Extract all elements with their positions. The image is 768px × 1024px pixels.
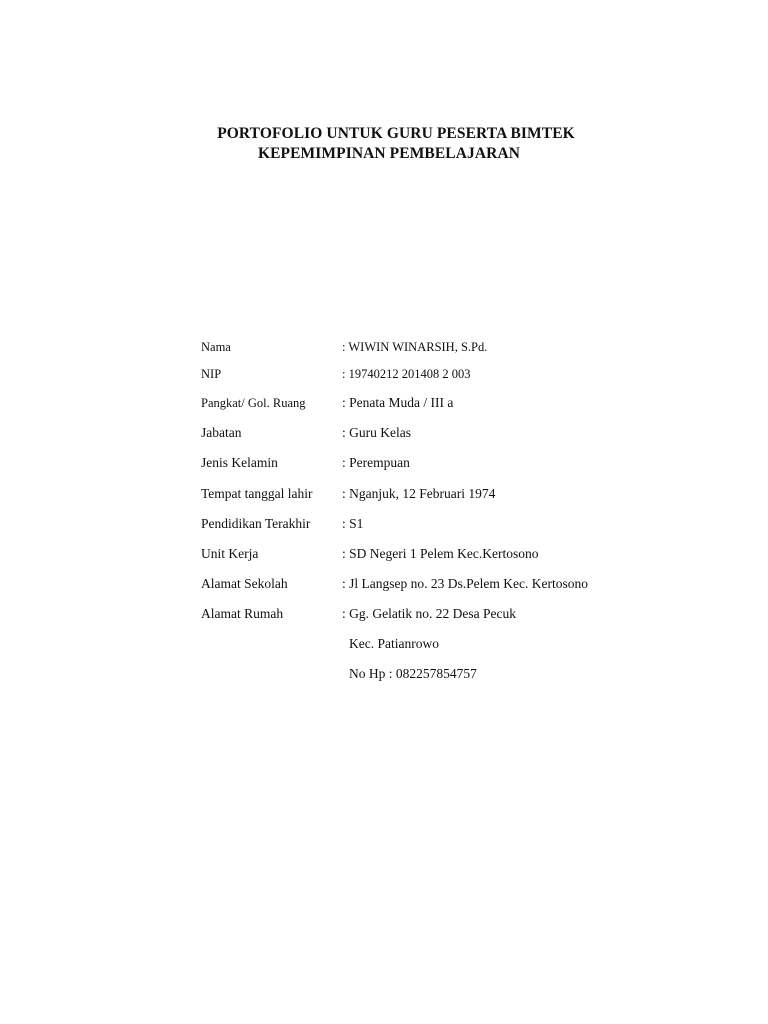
field-row-pangkat bbox=[201, 393, 741, 413]
field-value: : S1 bbox=[342, 516, 364, 531]
field-value: : SD Negeri 1 Pelem Kec.Kertosono bbox=[342, 546, 539, 561]
field-label: Tempat tanggal lahir bbox=[201, 486, 313, 501]
field-value: : Jl Langsep no. 23 Ds.Pelem Kec. Kertosono bbox=[342, 576, 588, 591]
field-value: : WIWIN WINARSIH, S.Pd. bbox=[342, 340, 488, 354]
title-line-2: KEPEMIMPINAN PEMBELAJARAN bbox=[257, 145, 521, 162]
field-row-pendidikan bbox=[201, 514, 741, 534]
field-value: : Guru Kelas bbox=[342, 425, 411, 440]
field-row-alamat-rumah bbox=[201, 604, 741, 624]
field-label: Pendidikan Terakhir bbox=[201, 516, 311, 531]
field-row-nama bbox=[201, 337, 741, 357]
field-label: NIP bbox=[201, 367, 222, 381]
field-value: : Gg. Gelatik no. 22 Desa Pecuk bbox=[342, 606, 516, 621]
address-continuation-line: Kec. Patianrowo bbox=[349, 636, 439, 651]
document-title bbox=[0, 124, 768, 164]
field-row-nip bbox=[201, 364, 741, 384]
field-value: : Penata Muda / III a bbox=[342, 395, 454, 410]
field-row-alamat-sekolah bbox=[201, 574, 741, 594]
field-value: : Nganjuk, 12 Februari 1974 bbox=[342, 486, 496, 501]
field-value: : 19740212 201408 2 003 bbox=[342, 367, 471, 381]
title-line-1: PORTOFOLIO UNTUK GURU PESERTA BIMTEK bbox=[217, 125, 575, 142]
field-row-jenis-kelamin bbox=[201, 453, 741, 473]
field-label: Unit Kerja bbox=[201, 546, 259, 561]
field-value: : Perempuan bbox=[342, 455, 410, 470]
field-label: Nama bbox=[201, 340, 231, 354]
field-label: Pangkat/ Gol. Ruang bbox=[201, 396, 306, 410]
field-label: Alamat Rumah bbox=[201, 606, 284, 621]
field-row-tempat-tanggal-lahir bbox=[201, 484, 741, 504]
field-label: Alamat Sekolah bbox=[201, 576, 288, 591]
field-label: Jenis Kelamin bbox=[201, 455, 278, 470]
field-row-jabatan bbox=[201, 423, 741, 443]
phone-number-line: No Hp : 082257854757 bbox=[349, 666, 477, 681]
field-row-unit-kerja bbox=[201, 544, 741, 564]
field-label: Jabatan bbox=[201, 425, 242, 440]
